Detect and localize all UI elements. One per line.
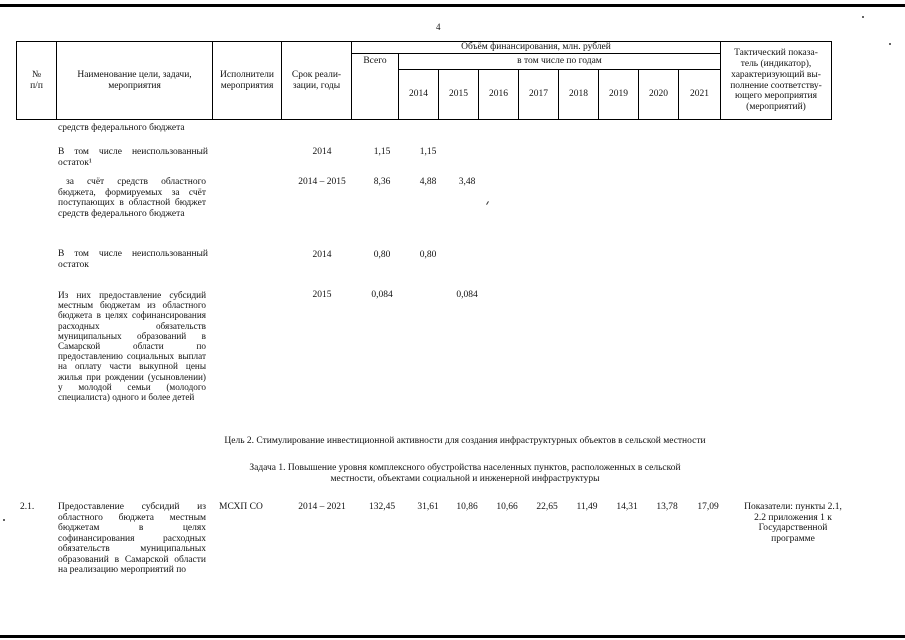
header-year: 2021 xyxy=(679,70,721,120)
row-2019: 14,31 xyxy=(616,502,638,512)
header-funding: Объём финансирования, млн. рублей xyxy=(352,42,721,54)
header-year: 2017 xyxy=(519,70,559,120)
row-2016: 10,66 xyxy=(496,502,518,512)
row-name: за счёт средств областного бюджета, формируемых за счёт поступающих в областной бюджет средств федерального бюджета xyxy=(58,177,206,219)
header-total: Всего xyxy=(352,54,399,120)
scan-speck xyxy=(3,519,5,521)
scan-speck xyxy=(486,201,489,205)
row-total: 8,36 xyxy=(373,177,391,187)
header-term: Срок реали- зации, годы xyxy=(282,42,352,120)
header-year: 2019 xyxy=(599,70,639,120)
task-1-heading-line2: местности, объектами социальной и инженерной инфраструктуры xyxy=(330,474,600,484)
row-term: 2015 xyxy=(312,290,332,300)
header-indicator: Тактический показа- тель (индикатор), характеризующий вы- полнение соответству- ющего мероприятия (мероприятий) xyxy=(721,42,832,120)
row-term: 2014 – 2015 xyxy=(298,177,346,187)
header-year: 2018 xyxy=(559,70,599,120)
row-name: В том числе неиспользованный остаток xyxy=(58,249,208,270)
row-indicator: Показатели: пункты 2.1, 2.2 приложения 1 к Государственной программе xyxy=(744,502,842,544)
header-year: 2020 xyxy=(639,70,679,120)
row-2015: 0,084 xyxy=(456,290,478,300)
page-number: 4 xyxy=(436,22,441,32)
header-by-years: в том числе по годам xyxy=(399,54,721,70)
row-name: Предоставление субсидий из областного бюджета местным бюджетам в целях софинансирования расходных обязательств муниципальных образований в Самарской области на реализацию мероприятий по xyxy=(58,502,206,575)
row-total: 0,084 xyxy=(371,290,393,300)
row-name: Из них предоставление субсидий местным бюджетам из областного бюджета в целях софинансирования расходных обязательств муниципальных образований в Самарской области по предоставлению социальных выплат на оплату части выкупной цены жилья при рождении (усыновлении) у молодой семьи (молодого специалиста) одного и более детей xyxy=(58,290,206,403)
header-executors: Исполнители мероприятия xyxy=(213,42,282,120)
row-2018: 11,49 xyxy=(576,502,598,512)
scan-speck xyxy=(862,16,864,18)
scan-top-edge xyxy=(0,4,905,7)
row-total: 0,80 xyxy=(373,250,391,260)
row-number: 2.1. xyxy=(20,502,35,512)
row-2020: 13,78 xyxy=(656,502,678,512)
row-2014: 1,15 xyxy=(419,147,437,157)
row-term: 2014 xyxy=(312,250,332,260)
header-year: 2016 xyxy=(479,70,519,120)
row-2014: 0,80 xyxy=(419,250,437,260)
row-term: 2014 xyxy=(312,147,332,157)
scan-bottom-edge xyxy=(0,635,905,638)
scan-speck xyxy=(889,43,891,45)
header-name: Наименование цели, задачи, мероприятия xyxy=(57,42,213,120)
row-name: средств федерального бюджета xyxy=(58,123,185,133)
row-name: В том числе неиспользованный остаток¹ xyxy=(58,147,208,168)
row-2015: 10,86 xyxy=(456,502,478,512)
row-2017: 22,65 xyxy=(536,502,558,512)
row-2015: 3,48 xyxy=(458,177,476,187)
row-2014: 31,61 xyxy=(417,502,439,512)
row-executor: МСХП СО xyxy=(219,502,263,512)
row-2021: 17,09 xyxy=(697,502,719,512)
row-total: 1,15 xyxy=(373,147,391,157)
row-2014: 4,88 xyxy=(419,177,437,187)
row-total: 132,45 xyxy=(368,502,396,512)
header-year: 2014 xyxy=(399,70,439,120)
row-term: 2014 – 2021 xyxy=(298,502,346,512)
table-header xyxy=(16,41,832,120)
goal-2-heading: Цель 2. Стимулирование инвестиционной активности для создания инфраструктурных объектов в сельской местности xyxy=(224,436,706,446)
header-no: № п/п xyxy=(17,42,57,120)
task-1-heading-line1: Задача 1. Повышение уровня комплексного обустройства населенных пунктов, расположенных в сельской xyxy=(249,463,681,473)
header-year: 2015 xyxy=(439,70,479,120)
